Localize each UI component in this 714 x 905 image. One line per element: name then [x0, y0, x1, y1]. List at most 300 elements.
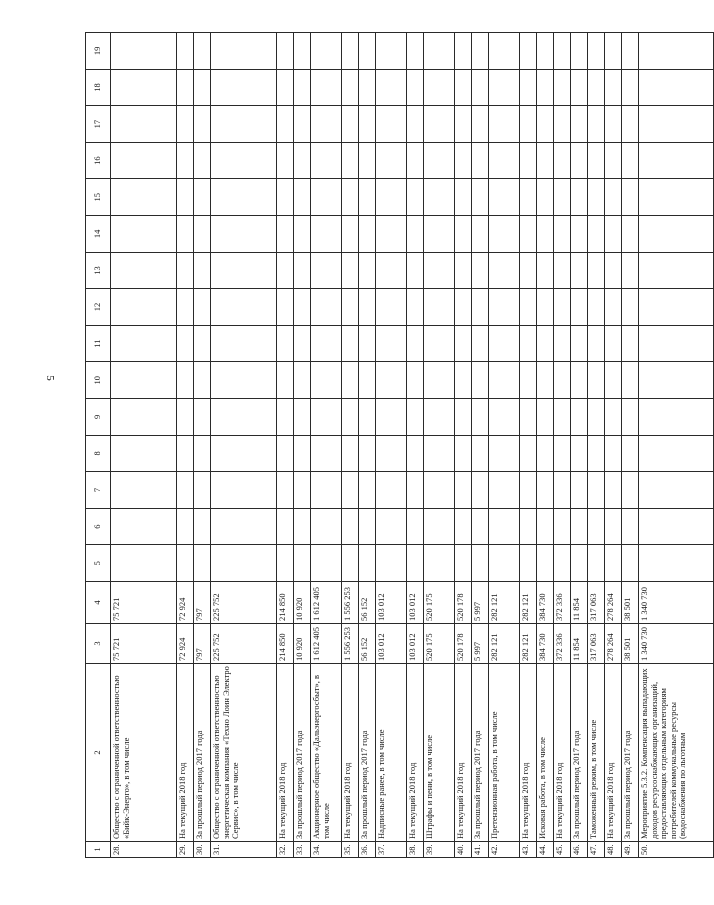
empty-cell: [277, 106, 294, 143]
empty-cell: [376, 142, 407, 179]
empty-cell: [605, 252, 622, 289]
empty-cell: [342, 69, 359, 106]
value-cell: 72 924: [177, 624, 194, 664]
empty-cell: [520, 325, 537, 362]
empty-cell: [571, 69, 588, 106]
empty-cell: [537, 325, 554, 362]
row-number-cell: 45.: [554, 842, 571, 858]
empty-cell: [571, 33, 588, 70]
row-number-cell: 35.: [342, 842, 359, 858]
empty-cell: [359, 252, 376, 289]
rotated-table-container: [85, 33, 687, 858]
empty-cell: [294, 362, 311, 399]
row-number-cell: 30.: [194, 842, 211, 858]
empty-cell: [605, 325, 622, 362]
empty-cell: [639, 435, 714, 472]
empty-cell: [588, 69, 605, 106]
value-cell: 797: [194, 582, 211, 624]
empty-cell: [277, 508, 294, 545]
value-cell: 38 501: [622, 624, 639, 664]
table-row: [111, 33, 177, 858]
empty-cell: [639, 69, 714, 106]
empty-cell: [472, 33, 489, 70]
empty-cell: [455, 508, 472, 545]
empty-cell: [639, 33, 714, 70]
empty-cell: [277, 216, 294, 253]
row-name-cell: Общество с ограниченной ответственностью энергетическая компания «Техно Лоин Электро Сервис», в том числе: [211, 664, 277, 842]
row-number-cell: 33.: [294, 842, 311, 858]
empty-cell: [622, 399, 639, 436]
empty-cell: [489, 142, 520, 179]
value-cell: 10 920: [294, 624, 311, 664]
empty-cell: [376, 106, 407, 143]
empty-cell: [472, 106, 489, 143]
empty-cell: [605, 508, 622, 545]
empty-cell: [588, 472, 605, 509]
empty-cell: [111, 362, 177, 399]
empty-cell: [177, 142, 194, 179]
empty-cell: [111, 472, 177, 509]
empty-cell: [455, 362, 472, 399]
empty-cell: [520, 69, 537, 106]
empty-cell: [359, 472, 376, 509]
empty-cell: [407, 252, 424, 289]
table-row: [194, 33, 211, 858]
column-header: 12: [86, 289, 111, 326]
row-number-cell: 46.: [571, 842, 588, 858]
empty-cell: [294, 289, 311, 326]
row-name-cell: За прошлый период 2017 года: [472, 664, 489, 842]
table-row: [489, 33, 520, 858]
empty-cell: [111, 179, 177, 216]
empty-cell: [489, 362, 520, 399]
empty-cell: [194, 289, 211, 326]
value-cell: 38 501: [622, 582, 639, 624]
value-cell: 384 730: [537, 624, 554, 664]
empty-cell: [311, 106, 342, 143]
empty-cell: [359, 69, 376, 106]
empty-cell: [622, 472, 639, 509]
empty-cell: [177, 435, 194, 472]
empty-cell: [424, 472, 455, 509]
empty-cell: [342, 472, 359, 509]
empty-cell: [211, 216, 277, 253]
empty-cell: [537, 289, 554, 326]
empty-cell: [489, 289, 520, 326]
empty-cell: [211, 106, 277, 143]
empty-cell: [537, 179, 554, 216]
empty-cell: [424, 399, 455, 436]
empty-cell: [342, 252, 359, 289]
value-cell: 75 721: [111, 582, 177, 624]
column-header: 13: [86, 252, 111, 289]
empty-cell: [424, 508, 455, 545]
empty-cell: [407, 142, 424, 179]
empty-cell: [639, 325, 714, 362]
empty-cell: [489, 69, 520, 106]
empty-cell: [455, 142, 472, 179]
column-header: 17: [86, 106, 111, 143]
column-header: 7: [86, 472, 111, 509]
value-cell: 214 850: [277, 582, 294, 624]
empty-cell: [588, 545, 605, 582]
value-cell: 5 997: [472, 582, 489, 624]
empty-cell: [342, 325, 359, 362]
empty-cell: [489, 545, 520, 582]
empty-cell: [424, 435, 455, 472]
empty-cell: [472, 252, 489, 289]
empty-cell: [177, 362, 194, 399]
table-row: [294, 33, 311, 858]
empty-cell: [277, 435, 294, 472]
empty-cell: [520, 179, 537, 216]
empty-cell: [277, 69, 294, 106]
empty-cell: [489, 252, 520, 289]
empty-cell: [294, 106, 311, 143]
row-number-cell: 29.: [177, 842, 194, 858]
value-cell: 11 854: [571, 624, 588, 664]
empty-cell: [294, 142, 311, 179]
empty-cell: [472, 545, 489, 582]
empty-cell: [554, 289, 571, 326]
row-name-cell: На текущий 2018 год: [554, 664, 571, 842]
empty-cell: [376, 216, 407, 253]
empty-cell: [194, 179, 211, 216]
empty-cell: [342, 435, 359, 472]
empty-cell: [194, 545, 211, 582]
empty-cell: [622, 325, 639, 362]
empty-cell: [311, 399, 342, 436]
empty-cell: [311, 252, 342, 289]
empty-cell: [177, 545, 194, 582]
empty-cell: [194, 252, 211, 289]
row-number-cell: 32.: [277, 842, 294, 858]
empty-cell: [194, 362, 211, 399]
empty-cell: [424, 545, 455, 582]
value-cell: 282 121: [520, 582, 537, 624]
empty-cell: [622, 545, 639, 582]
empty-cell: [177, 325, 194, 362]
empty-cell: [424, 252, 455, 289]
empty-cell: [520, 508, 537, 545]
empty-cell: [622, 252, 639, 289]
row-name-cell: За прошлый период 2017 года: [622, 664, 639, 842]
row-name-cell: Акционерное общество «Дальэнергосбыт», в том числе: [311, 664, 342, 842]
table-row: [359, 33, 376, 858]
empty-cell: [277, 179, 294, 216]
empty-cell: [111, 399, 177, 436]
empty-cell: [407, 216, 424, 253]
empty-cell: [194, 216, 211, 253]
empty-cell: [194, 508, 211, 545]
empty-cell: [424, 142, 455, 179]
empty-cell: [359, 399, 376, 436]
row-number-cell: 28.: [111, 842, 177, 858]
column-header: 5: [86, 545, 111, 582]
row-number-cell: 43.: [520, 842, 537, 858]
empty-cell: [455, 106, 472, 143]
column-header: 14: [86, 216, 111, 253]
empty-cell: [177, 69, 194, 106]
empty-cell: [359, 545, 376, 582]
empty-cell: [588, 252, 605, 289]
empty-cell: [455, 289, 472, 326]
empty-cell: [177, 399, 194, 436]
value-cell: 317 063: [588, 582, 605, 624]
empty-cell: [407, 179, 424, 216]
empty-cell: [359, 508, 376, 545]
row-name-cell: На текущий 2018 год: [277, 664, 294, 842]
empty-cell: [194, 142, 211, 179]
empty-cell: [211, 69, 277, 106]
row-name-cell: Претензионная работа, в том числе: [489, 664, 520, 842]
value-cell: 282 121: [489, 624, 520, 664]
empty-cell: [311, 69, 342, 106]
table-row: [571, 33, 588, 858]
empty-cell: [588, 325, 605, 362]
empty-cell: [472, 325, 489, 362]
empty-cell: [424, 216, 455, 253]
empty-cell: [211, 472, 277, 509]
empty-cell: [554, 508, 571, 545]
empty-cell: [177, 472, 194, 509]
empty-cell: [537, 362, 554, 399]
empty-cell: [520, 435, 537, 472]
empty-cell: [472, 142, 489, 179]
value-cell: 11 854: [571, 582, 588, 624]
empty-cell: [342, 362, 359, 399]
empty-cell: [489, 399, 520, 436]
empty-cell: [294, 472, 311, 509]
budget-table: [85, 32, 714, 858]
empty-cell: [342, 545, 359, 582]
empty-cell: [537, 33, 554, 70]
row-name-cell: За прошлый период 2017 года: [571, 664, 588, 842]
empty-cell: [407, 508, 424, 545]
column-header: 4: [86, 582, 111, 624]
empty-cell: [571, 252, 588, 289]
empty-cell: [554, 142, 571, 179]
empty-cell: [111, 69, 177, 106]
empty-cell: [472, 508, 489, 545]
row-name-cell: Штрафы и пени, в том числе: [424, 664, 455, 842]
empty-cell: [537, 545, 554, 582]
empty-cell: [211, 399, 277, 436]
empty-cell: [554, 33, 571, 70]
value-cell: 56 152: [359, 582, 376, 624]
empty-cell: [537, 252, 554, 289]
value-cell: 1 612 405: [311, 582, 342, 624]
empty-cell: [554, 472, 571, 509]
empty-cell: [588, 435, 605, 472]
page-number: 5: [43, 375, 56, 381]
column-header: 3: [86, 624, 111, 664]
empty-cell: [311, 508, 342, 545]
empty-cell: [554, 252, 571, 289]
empty-cell: [407, 33, 424, 70]
value-cell: 520 175: [424, 624, 455, 664]
empty-cell: [311, 33, 342, 70]
empty-cell: [605, 289, 622, 326]
value-cell: 72 924: [177, 582, 194, 624]
empty-cell: [605, 142, 622, 179]
empty-cell: [311, 472, 342, 509]
empty-cell: [277, 362, 294, 399]
empty-cell: [342, 142, 359, 179]
empty-cell: [211, 435, 277, 472]
empty-cell: [111, 216, 177, 253]
empty-cell: [407, 106, 424, 143]
empty-cell: [605, 106, 622, 143]
empty-cell: [520, 33, 537, 70]
row-number-cell: 31.: [211, 842, 277, 858]
empty-cell: [588, 142, 605, 179]
table-row: [342, 33, 359, 858]
empty-cell: [424, 179, 455, 216]
empty-cell: [111, 142, 177, 179]
empty-cell: [537, 399, 554, 436]
column-header: 9: [86, 399, 111, 436]
empty-cell: [359, 325, 376, 362]
empty-cell: [211, 289, 277, 326]
empty-cell: [407, 472, 424, 509]
empty-cell: [571, 435, 588, 472]
empty-cell: [554, 545, 571, 582]
empty-cell: [520, 362, 537, 399]
empty-cell: [455, 69, 472, 106]
value-cell: 103 012: [376, 624, 407, 664]
empty-cell: [554, 435, 571, 472]
empty-cell: [622, 289, 639, 326]
value-cell: 56 152: [359, 624, 376, 664]
table-row: [376, 33, 407, 858]
empty-cell: [605, 69, 622, 106]
empty-cell: [554, 399, 571, 436]
row-number-cell: 48.: [605, 842, 622, 858]
empty-cell: [424, 106, 455, 143]
empty-cell: [588, 106, 605, 143]
empty-cell: [588, 508, 605, 545]
empty-cell: [588, 289, 605, 326]
empty-cell: [359, 362, 376, 399]
value-cell: 384 730: [537, 582, 554, 624]
value-cell: 372 336: [554, 624, 571, 664]
empty-cell: [424, 325, 455, 362]
empty-cell: [571, 508, 588, 545]
value-cell: 520 178: [455, 624, 472, 664]
row-number-cell: 44.: [537, 842, 554, 858]
empty-cell: [537, 472, 554, 509]
empty-cell: [455, 252, 472, 289]
value-cell: 797: [194, 624, 211, 664]
empty-cell: [424, 362, 455, 399]
empty-cell: [211, 325, 277, 362]
empty-cell: [554, 362, 571, 399]
column-header: 19: [86, 33, 111, 70]
empty-cell: [177, 252, 194, 289]
empty-cell: [376, 33, 407, 70]
value-cell: 214 850: [277, 624, 294, 664]
empty-cell: [177, 508, 194, 545]
empty-cell: [277, 472, 294, 509]
empty-cell: [455, 179, 472, 216]
value-cell: 278 264: [605, 624, 622, 664]
empty-cell: [277, 399, 294, 436]
row-number-cell: 39.: [424, 842, 455, 858]
row-number-cell: 40.: [455, 842, 472, 858]
empty-cell: [294, 325, 311, 362]
empty-cell: [359, 142, 376, 179]
empty-cell: [311, 545, 342, 582]
empty-cell: [359, 179, 376, 216]
value-cell: 372 336: [554, 582, 571, 624]
value-cell: 278 264: [605, 582, 622, 624]
empty-cell: [639, 399, 714, 436]
empty-cell: [359, 435, 376, 472]
value-cell: 1 556 253: [342, 582, 359, 624]
empty-cell: [294, 69, 311, 106]
empty-cell: [554, 106, 571, 143]
empty-cell: [455, 216, 472, 253]
empty-cell: [376, 179, 407, 216]
empty-cell: [537, 106, 554, 143]
empty-cell: [605, 435, 622, 472]
empty-cell: [520, 545, 537, 582]
empty-cell: [376, 472, 407, 509]
empty-cell: [407, 289, 424, 326]
table-row: [407, 33, 424, 858]
value-cell: 5 997: [472, 624, 489, 664]
empty-cell: [311, 435, 342, 472]
empty-cell: [455, 472, 472, 509]
empty-cell: [294, 545, 311, 582]
empty-cell: [455, 545, 472, 582]
value-cell: 282 121: [520, 624, 537, 664]
empty-cell: [489, 435, 520, 472]
empty-cell: [639, 142, 714, 179]
empty-cell: [376, 508, 407, 545]
table-row: [588, 33, 605, 858]
empty-cell: [639, 216, 714, 253]
empty-cell: [294, 179, 311, 216]
empty-cell: [639, 362, 714, 399]
value-cell: 103 012: [407, 582, 424, 624]
empty-cell: [177, 33, 194, 70]
row-name-cell: Мероприятие 5.3.2. Компенсация выпадающих доходов ресурсоснабжающих организаций, предоставляющих отдельным категориям потребителей коммунальные ресурсы (водоснабжения по льготным: [639, 664, 714, 842]
empty-cell: [311, 216, 342, 253]
column-header: 8: [86, 435, 111, 472]
empty-cell: [571, 399, 588, 436]
empty-cell: [311, 179, 342, 216]
empty-cell: [177, 216, 194, 253]
empty-cell: [622, 142, 639, 179]
value-cell: 1 556 253: [342, 624, 359, 664]
empty-cell: [342, 216, 359, 253]
column-header: 16: [86, 142, 111, 179]
empty-cell: [177, 179, 194, 216]
empty-cell: [211, 508, 277, 545]
row-number-cell: 36.: [359, 842, 376, 858]
empty-cell: [571, 142, 588, 179]
empty-cell: [571, 289, 588, 326]
value-cell: 282 121: [489, 582, 520, 624]
empty-cell: [407, 362, 424, 399]
empty-cell: [407, 69, 424, 106]
empty-cell: [520, 289, 537, 326]
empty-cell: [489, 472, 520, 509]
empty-cell: [424, 289, 455, 326]
empty-cell: [294, 399, 311, 436]
